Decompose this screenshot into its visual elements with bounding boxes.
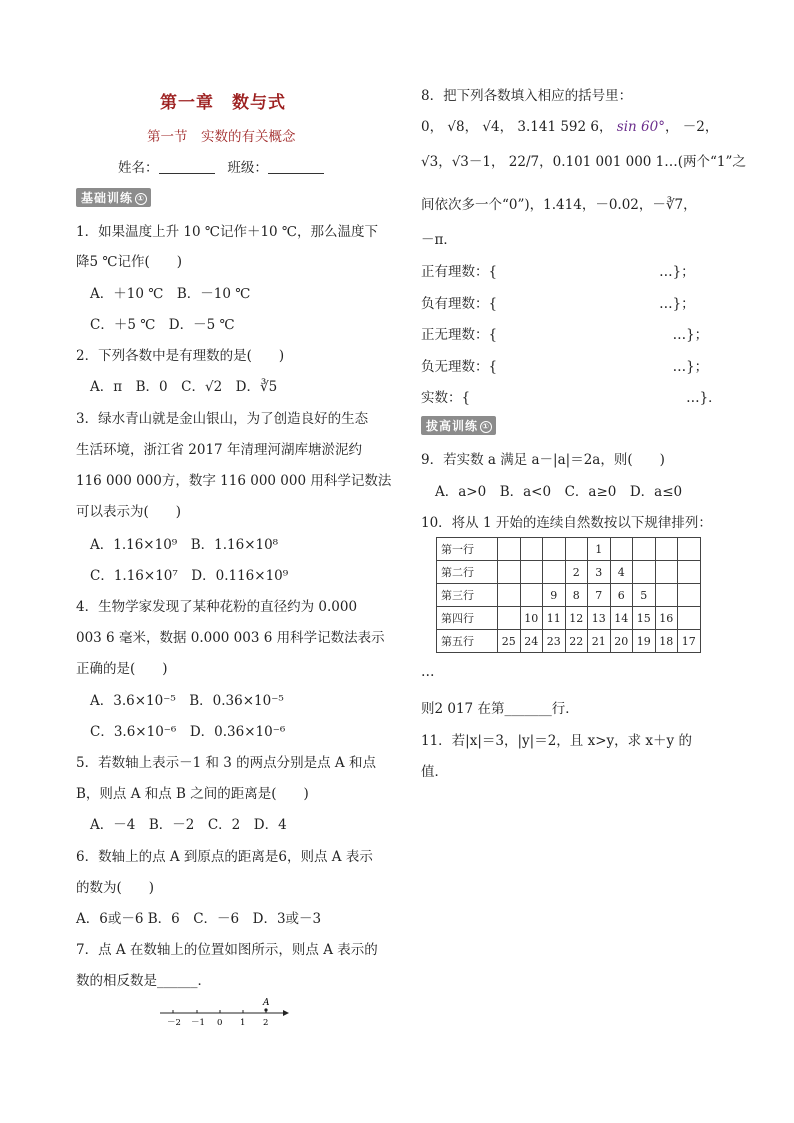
table-row [437, 538, 701, 561]
q7-line1: 7．点 A 在数轴上的位置如图所示，则点 A 表示的 [76, 942, 378, 958]
q10-answer-line: 则2 017 在第_______行． [421, 701, 579, 717]
number-line-figure [155, 996, 295, 1030]
num-item: √4 [482, 119, 500, 135]
q1-options-cd: C．＋5 ℃ D．－5 ℃ [90, 317, 235, 333]
table-cell: 18 [655, 630, 678, 653]
q2-stem: 2．下列各数中是有理数的是( ) [76, 348, 285, 364]
table-cell: 24 [520, 630, 543, 653]
num-item: √8 [447, 119, 465, 135]
table-cell [678, 607, 701, 630]
q2-options: A．π B．0 C．√2 D．∛5 [90, 379, 278, 395]
negative-rational-set: 负有理数：{ …}； [421, 296, 695, 312]
q9-options: A．a>0 B．a<0 C．a≥0 D．a≤0 [435, 484, 683, 500]
table-cell: 12 [565, 607, 588, 630]
q3-line3: 116 000 000方，数字 116 000 000 用科学记数法 [76, 473, 392, 489]
q3-line2: 生活环境，浙江省 2017 年清理河湖库塘淤泥约 [76, 442, 362, 458]
name-label: 姓名： [118, 160, 159, 176]
negative-irrational-set: 负无理数：{ …}； [421, 359, 709, 375]
q8-numbers-line4: －π． [421, 232, 457, 248]
q1-options-ab: A．＋10 ℃ B．－10 ℃ [90, 286, 251, 302]
table-cell: 22 [565, 630, 588, 653]
num-item: 0 [421, 119, 430, 135]
q3-options-cd: C．1.16×10⁷ D．0.116×10⁹ [90, 568, 289, 584]
table-cell: 8 [565, 584, 588, 607]
table-cell [633, 561, 656, 584]
q11-line1: 11．若|x|＝3，|y|＝2，且 x>y，求 x＋y 的 [421, 733, 692, 749]
name-class-line [118, 156, 324, 176]
table-cell [565, 538, 588, 561]
table-row [437, 561, 701, 584]
basic-training-badge: 基础训练 ① [76, 188, 151, 207]
table-cell: 6 [610, 584, 633, 607]
row-label: 第三行 [437, 584, 498, 607]
table-cell: 19 [633, 630, 656, 653]
table-cell [610, 538, 633, 561]
point-a-label: A [263, 998, 270, 1008]
row-label: 第五行 [437, 630, 498, 653]
advanced-training-badge: 拔高训练 ① [421, 416, 496, 435]
num-item: 22/7 [508, 154, 540, 170]
table-cell: 5 [633, 584, 656, 607]
table-row [437, 607, 701, 630]
chapter-title: 第一章 数与式 [160, 93, 286, 113]
table-cell: 1 [588, 538, 611, 561]
q8-numbers-line2: √3，√3－1， 22/7，0.101 001 000 1…(两个“1”之 [421, 154, 746, 170]
q4-line1: 4．生物学家发现了某种花粉的直径约为 0.000 [76, 599, 358, 615]
q8-stem: 8．把下列各数填入相应的括号里： [421, 88, 633, 104]
q3-line1: 3．绿水青山就是金山银山，为了创造良好的生态 [76, 411, 369, 427]
q3-line4: 可以表示为( ) [76, 504, 182, 520]
num-item: 0.101 001 000 1…(两个“1”之 [552, 154, 746, 170]
number-pattern-table [436, 537, 701, 653]
table-cell [543, 561, 566, 584]
tick-label: －2 [167, 1018, 181, 1028]
table-cell: 2 [565, 561, 588, 584]
num-item: －2 [682, 119, 705, 135]
q7-line2: 数的相反数是______． [76, 973, 211, 989]
q6-options: A．6或－6 B．6 C．－6 D．3或－3 [76, 911, 322, 927]
row-label: 第四行 [437, 607, 498, 630]
table-cell: 25 [498, 630, 521, 653]
table-cell [498, 607, 521, 630]
table-cell: 7 [588, 584, 611, 607]
real-number-set: 实数：{ …}． [421, 390, 722, 406]
q4-line3: 正确的是( ) [76, 661, 168, 677]
advanced-badge-label: 拔高训练 [426, 419, 479, 433]
positive-rational-set: 正有理数：{ …}； [421, 264, 695, 280]
table-cell: 23 [543, 630, 566, 653]
table-cell [678, 538, 701, 561]
table-cell: 21 [588, 630, 611, 653]
num-item: －π [421, 232, 444, 248]
table-cell: 17 [678, 630, 701, 653]
table-cell: 10 [520, 607, 543, 630]
num-item: 1.414 [543, 197, 582, 213]
q4-line2: 003 6 毫米，数据 0.000 003 6 用科学记数法表示 [76, 630, 385, 646]
table-cell [678, 561, 701, 584]
q5-options: A．－4 B．－2 C．2 D．4 [90, 817, 287, 833]
num-item: 间依次多一个“0”) [421, 197, 530, 213]
q8-numbers-line3: 间依次多一个“0”)，1.414，－0.02，－∛7， [421, 197, 697, 213]
positive-irrational-set: 正无理数：{ …}； [421, 327, 709, 343]
table-cell: 14 [610, 607, 633, 630]
basic-badge-label: 基础训练 [81, 191, 134, 205]
q4-options-cd: C．3.6×10⁻⁶ D．0.36×10⁻⁶ [90, 724, 286, 740]
table-cell: 4 [610, 561, 633, 584]
tick-label: －1 [191, 1018, 205, 1028]
table-cell [678, 584, 701, 607]
row-label: 第二行 [437, 561, 498, 584]
class-label: 班级： [227, 160, 268, 176]
table-cell [520, 561, 543, 584]
name-blank[interactable] [159, 161, 215, 174]
table-cell [543, 538, 566, 561]
table-cell [498, 584, 521, 607]
q5-line2: B，则点 A 和点 B 之间的距离是( ) [76, 786, 309, 802]
table-cell: 9 [543, 584, 566, 607]
tick-label: 0 [217, 1018, 223, 1028]
point-a-dot [264, 1008, 267, 1011]
axis-arrow-icon [283, 1010, 289, 1016]
q3-options-ab: A．1.16×10⁹ B．1.16×10⁸ [90, 537, 279, 553]
table-cell: 16 [655, 607, 678, 630]
q4-options-ab: A．3.6×10⁻⁵ B．0.36×10⁻⁵ [90, 693, 284, 709]
table-cell [498, 561, 521, 584]
table-cell: 3 [588, 561, 611, 584]
num-item: sin 60° [616, 119, 665, 135]
q9-stem: 9．若实数 a 满足 a－|a|＝2a，则( ) [421, 452, 665, 468]
table-row [437, 630, 701, 653]
table-cell: 11 [543, 607, 566, 630]
table-cell [520, 538, 543, 561]
q6-line2: 的数为( ) [76, 880, 155, 896]
q11-line2: 值． [421, 764, 448, 780]
table-cell [655, 538, 678, 561]
table-cell: 15 [633, 607, 656, 630]
table-cell [655, 584, 678, 607]
q10-stem: 10．将从 1 开始的连续自然数按以下规律排列： [421, 515, 712, 531]
num-item: －0.02 [595, 197, 639, 213]
table-cell [633, 538, 656, 561]
class-blank[interactable] [268, 161, 324, 174]
table-cell [655, 561, 678, 584]
q6-line1: 6．数轴上的点 A 到原点的距离是6，则点 A 表示 [76, 849, 373, 865]
q10-ellipsis: … [421, 664, 435, 680]
row-label: 第一行 [437, 538, 498, 561]
table-cell [498, 538, 521, 561]
tick-label: 1 [240, 1018, 246, 1028]
table-cell: 13 [588, 607, 611, 630]
num-item: √3 [421, 154, 439, 170]
q1-line2: 降5 ℃记作( ) [76, 254, 183, 270]
num-item: √3－1 [451, 154, 491, 170]
q1-line1: 1．如果温度上升 10 ℃记作＋10 ℃，那么温度下 [76, 224, 379, 240]
q5-line1: 5．若数轴上表示－1 和 3 的两点分别是点 A 和点 [76, 755, 376, 771]
table-cell: 20 [610, 630, 633, 653]
tick-label: 2 [263, 1018, 269, 1028]
num-item: 3.141 592 6 [517, 119, 599, 135]
q8-numbers-line1: 0， √8， √4， 3.141 592 6， sin 60°， －2， [421, 119, 719, 135]
num-item: －∛7 [652, 197, 684, 213]
table-cell [520, 584, 543, 607]
table-row [437, 584, 701, 607]
section-title: 第一节 实数的有关概念 [147, 129, 296, 145]
